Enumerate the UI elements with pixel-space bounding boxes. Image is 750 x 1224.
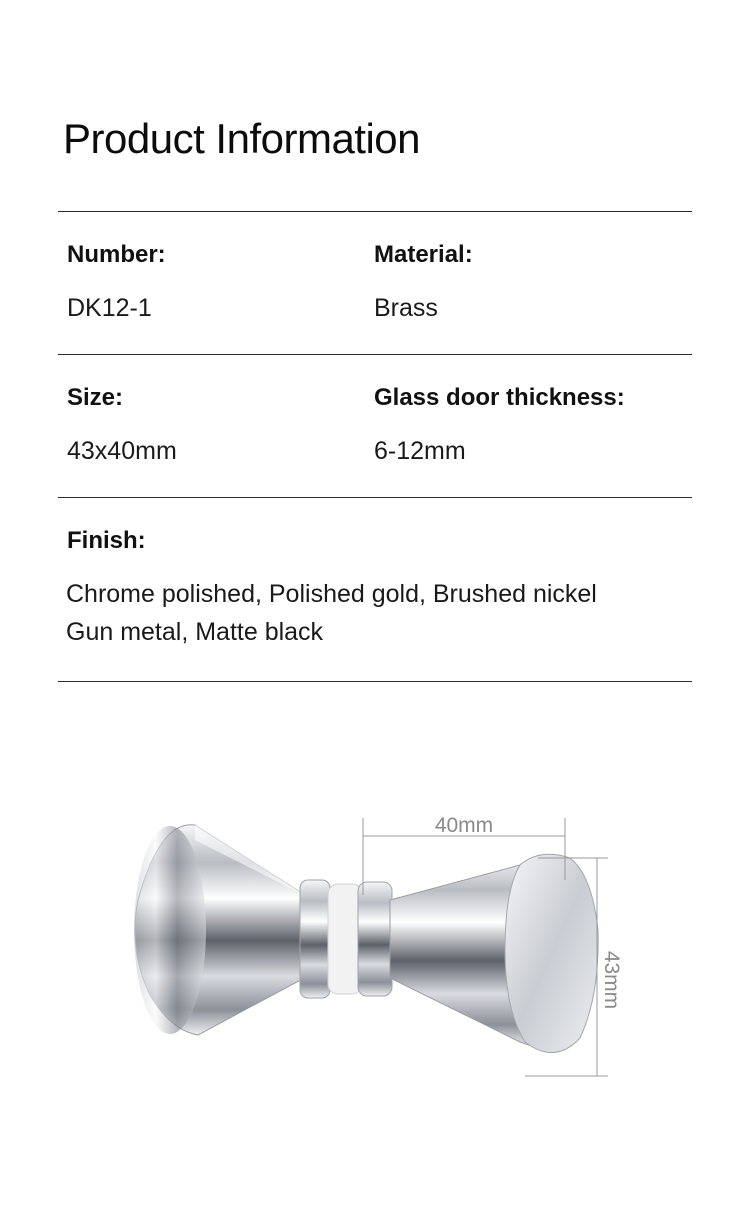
- finish-values: [66, 575, 597, 651]
- material-value: Brass: [374, 294, 438, 322]
- number-value: DK12-1: [67, 294, 152, 322]
- product-image: [100, 780, 660, 1100]
- glass-thickness-value: 6-12mm: [374, 437, 466, 465]
- left-knob-cone: [134, 824, 310, 1035]
- page-title: Product Information: [63, 115, 421, 162]
- size-label: Size:: [67, 384, 124, 411]
- right-knob-cone: [390, 854, 598, 1052]
- divider: [58, 497, 692, 498]
- height-dimension-label: 43mm: [600, 950, 623, 1010]
- finish-line: Chrome polished, Polished gold, Brushed nickel: [66, 580, 597, 608]
- finish-line: Gun metal, Matte black: [66, 618, 324, 646]
- finish-label: Finish:: [67, 527, 146, 554]
- material-label: Material:: [374, 241, 473, 268]
- spacer-collars: [300, 880, 392, 998]
- glass-thickness-label: Glass door thickness:: [374, 384, 625, 411]
- size-value: 43x40mm: [67, 437, 177, 465]
- divider: [58, 681, 692, 682]
- number-label: Number:: [67, 241, 166, 268]
- divider: [58, 354, 692, 355]
- divider: [58, 211, 692, 212]
- width-dimension-label: 40mm: [434, 814, 494, 837]
